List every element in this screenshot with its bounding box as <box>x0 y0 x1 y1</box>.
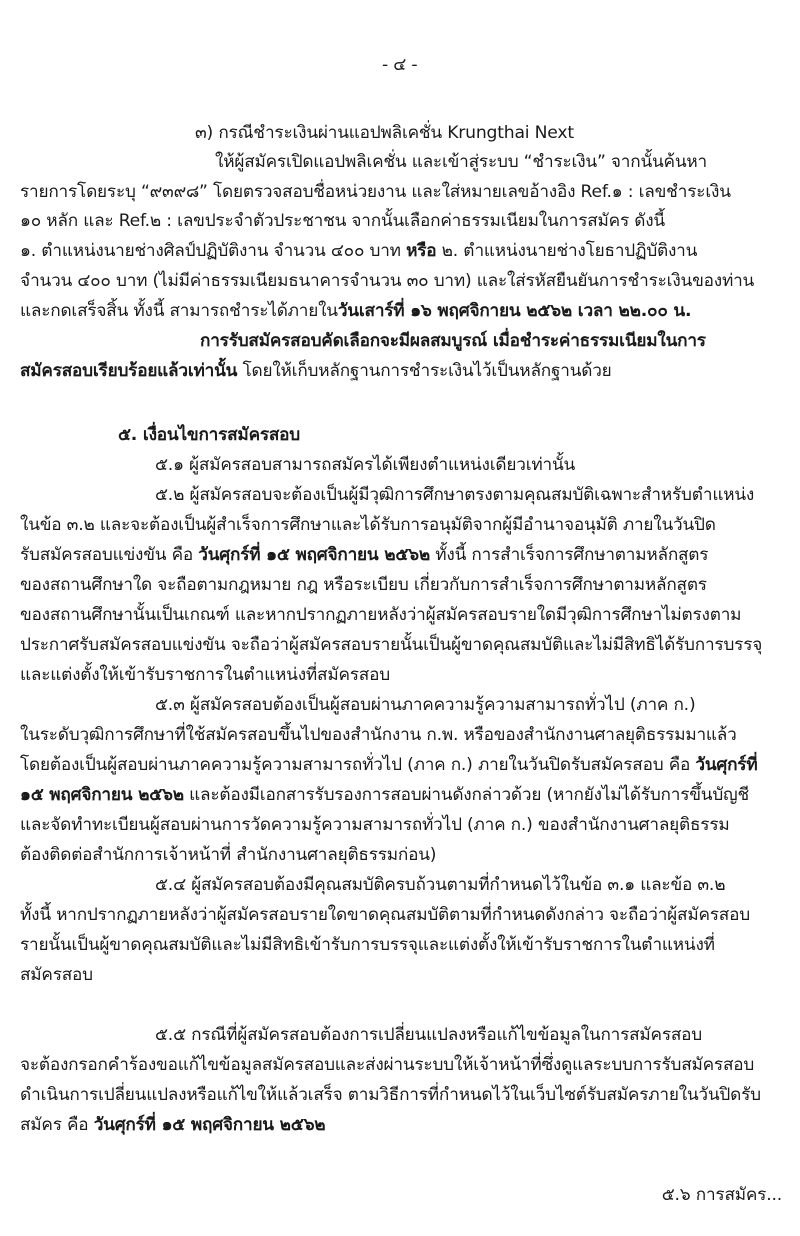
text-line <box>20 660 390 690</box>
text-line <box>20 206 665 236</box>
text-line <box>20 750 757 780</box>
text-line <box>20 236 697 266</box>
text-run: ให้ผู้สมัครเปิดแอปพลิเคชั่น และเข้าสู่ระบบ “ชำระเงิน” จากนั้นค้นหา <box>215 152 707 172</box>
bold-text: การรับสมัครสอบคัดเลือกจะมีผลสมบูรณ์ เมื่อชำระค่าธรรมเนียมในการ <box>200 331 706 351</box>
bold-text: วันศุกร์ที่ ๑๕ พฤศจิกายน ๒๕๖๒ <box>198 545 431 565</box>
text-run: ๕.๒ ผู้สมัครสอบจะต้องเป็นผู้มีวุฒิการศึกษาตรงตามคุณสมบัติเฉพาะสำหรับตำแหน่ง <box>155 485 755 505</box>
text-run: โดยให้เก็บหลักฐานการชำระเงินไว้เป็นหลักฐานด้วย <box>237 361 612 381</box>
text-run: สมัครสอบ <box>20 965 93 985</box>
text-run: ของสถานศึกษานั้นเป็นเกณฑ์ และหากปรากฏภายหลังว่าผู้สมัครสอบรายใดมีวุฒิการศึกษาไม่ตรงตาม <box>20 605 742 625</box>
bold-text: หรือ <box>406 241 437 261</box>
text-line <box>20 356 612 386</box>
text-run: จำนวน ๔๐๐ บาท (ไม่มีค่าธรรมเนียมธนาคารจำนวน ๓๐ บาท) และใส่รหัสยืนยันการชำระเงินของท่าน <box>20 271 755 291</box>
text-line <box>20 570 707 600</box>
bold-text: สมัครสอบเรียบร้อยแล้วเท่านั้น <box>20 361 238 381</box>
text-line <box>200 326 706 356</box>
text-line <box>20 540 708 570</box>
text-run: ๒. ตำแหน่งนายช่างโยธาปฏิบัติงาน <box>436 241 698 261</box>
text-line <box>20 296 691 326</box>
text-run: ต้องติดต่อสำนักการเจ้าหน้าที่ สำนักงานศาลยุติธรรมก่อน) <box>20 845 437 865</box>
text-run: และต้องมีเอกสารรับรองการสอบผ่านดังกล่าวด้วย (หากยังไม่ได้รับการขึ้นบัญชี <box>183 785 749 805</box>
bold-text: ๑๕ พฤศจิกายน ๒๕๖๒ <box>20 785 184 805</box>
text-line <box>20 810 730 840</box>
text-run: ๕.๕ กรณีที่ผู้สมัครสอบต้องการเปลี่ยนแปลงหรือแก้ไขข้อมูลในการสมัครสอบ <box>155 1025 703 1045</box>
text-run: ในระดับวุฒิการศึกษาที่ใช้สมัครสอบขึ้นไปของสำนักงาน ก.พ. หรือของสำนักงานศาลยุติธรรมมาแล้ว <box>20 725 737 745</box>
text-run: จะต้องกรอกคำร้องขอแก้ไขข้อมูลสมัครสอบและส่งผ่านระบบให้เจ้าหน้าที่ซึ่งดูแลระบบการรับสมัครสอบ <box>20 1055 755 1075</box>
bold-text: วันเสาร์ที่ ๑๖ พฤศจิกายน ๒๕๖๒ เวลา ๒๒.๐๐ น. <box>337 301 692 321</box>
text-line <box>20 930 715 960</box>
text-line <box>20 630 762 660</box>
text-run: ของสถานศึกษาใด จะถือตามกฎหมาย กฎ หรือระเบียบ เกี่ยวกับการสำเร็จการศึกษาตามหลักสูตร <box>20 575 707 595</box>
text-run: ประกาศรับสมัครสอบแข่งขัน จะถือว่าผู้สมัครสอบรายนั้นเป็นผู้ขาดคุณสมบัติและไม่มีสิทธิได้รับการบรรจุ <box>20 635 763 655</box>
bold-text: วันศุกร์ที่ <box>695 755 758 775</box>
text-line <box>155 450 575 480</box>
text-run: และแต่งตั้งให้เข้ารับราชการในตำแหน่งที่สมัครสอบ <box>20 665 390 685</box>
text-line <box>155 690 695 720</box>
bold-text: วันศุกร์ที่ ๑๕ พฤศจิกายน ๒๕๖๒ <box>93 1115 326 1135</box>
text-line <box>195 118 574 148</box>
text-line <box>20 720 737 750</box>
text-run: ๑. ตำแหน่งนายช่างศิลป์ปฏิบัติงาน จำนวน ๔๐๐ บาท <box>20 241 407 261</box>
text-line <box>20 1050 754 1080</box>
text-line <box>20 900 750 930</box>
text-line <box>20 780 749 810</box>
text-line <box>20 840 436 870</box>
text-line <box>20 266 754 296</box>
text-run: รับสมัครสอบแข่งขัน คือ <box>20 545 199 565</box>
text-run: และจัดทำทะเบียนผู้สอบผ่านการวัดความรู้ความสามารถทั่วไป (ภาค ก.) ของสำนักงานศาลยุติธรรม <box>20 815 730 835</box>
text-run: รายนั้นเป็นผู้ขาดคุณสมบัติและไม่มีสิทธิเข้ารับการบรรจุและแต่งตั้งให้เข้ารับราชการในตำแหน่งที่ <box>20 935 715 955</box>
text-line <box>215 147 707 177</box>
text-line <box>20 960 93 990</box>
text-run: ๑๐ หลัก และ Ref.๒ : เลขประจำตัวประชาชน จากนั้นเลือกค่าธรรมเนียมในการสมัคร ดังนี้ <box>20 211 665 231</box>
text-line <box>20 510 716 540</box>
page-number: - ๔ - <box>382 55 418 75</box>
text-line <box>155 480 754 510</box>
continuation-marker: ๕.๖ การสมัคร... <box>661 1185 782 1205</box>
text-run: ในข้อ ๓.๒ และจะต้องเป็นผู้สำเร็จการศึกษาและได้รับการอนุมัติจากผู้มีอำนาจอนุมัติ ภายในวันปิด <box>20 515 716 535</box>
text-run: ๕.๓ ผู้สมัครสอบต้องเป็นผู้สอบผ่านภาคความรู้ความสามารถทั่วไป (ภาค ก.) <box>155 695 696 715</box>
text-run: ทั้งนี้ การสำเร็จการศึกษาตามหลักสูตร <box>430 545 709 565</box>
text-run: ทั้งนี้ หากปรากฏภายหลังว่าผู้สมัครสอบรายใดขาดคุณสมบัติตามที่กำหนดดังกล่าว จะถือว่าผู้สมัครสอบ <box>20 905 750 925</box>
text-line <box>20 600 741 630</box>
bold-text: ๕. เงื่อนไขการสมัครสอบ <box>118 425 301 445</box>
text-line <box>20 177 731 207</box>
text-line <box>118 420 300 450</box>
text-run: ๓) กรณีชำระเงินผ่านแอปพลิเคชั่น Krungthai Next <box>195 123 574 143</box>
text-line <box>20 1080 761 1110</box>
text-run: ดำเนินการเปลี่ยนแปลงหรือแก้ไขให้แล้วเสร็จ ตามวิธีการที่กำหนดไว้ในเว็บไซต์รับสมัครภายในวันปิดรับ <box>20 1085 761 1105</box>
text-run: ๕.๑ ผู้สมัครสอบสามารถสมัครได้เพียงตำแหน่งเดียวเท่านั้น <box>155 455 576 475</box>
text-line <box>20 1110 325 1140</box>
text-run: รายการโดยระบุ “๙๓๙๘” โดยตรวจสอบชื่อหน่วยงาน และใส่หมายเลขอ้างอิง Ref.๑ : เลขชำระเงิน <box>20 182 731 202</box>
text-line <box>155 870 725 900</box>
text-line <box>155 1020 702 1050</box>
text-run: ๕.๔ ผู้สมัครสอบต้องมีคุณสมบัติครบถ้วนตามที่กำหนดไว้ในข้อ ๓.๑ และข้อ ๓.๒ <box>155 875 726 895</box>
text-run: และกดเสร็จสิ้น ทั้งนี้ สามารถชำระได้ภายใน <box>20 301 338 321</box>
text-run: โดยต้องเป็นผู้สอบผ่านภาคความรู้ความสามารถทั่วไป (ภาค ก.) ภายในวันปิดรับสมัครสอบ คือ <box>20 755 696 775</box>
text-run: สมัคร คือ <box>20 1115 94 1135</box>
